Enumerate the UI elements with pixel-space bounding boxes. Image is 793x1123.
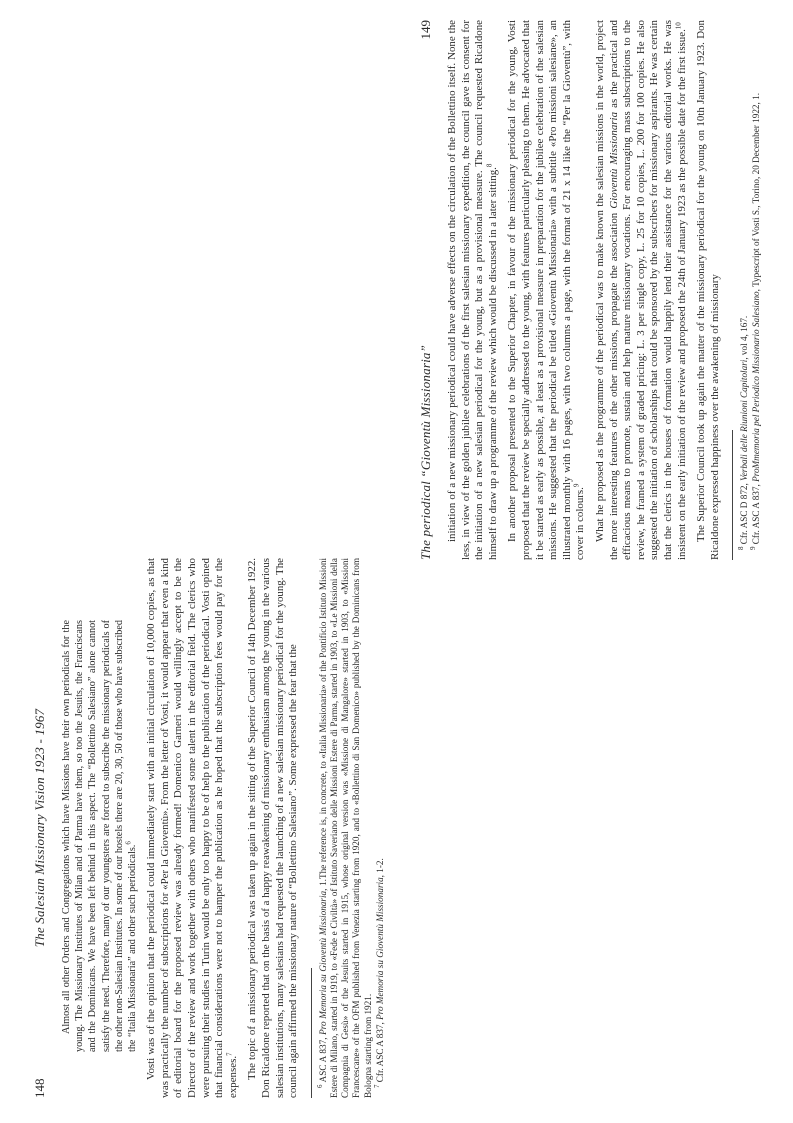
paragraph: Vosti was of the opinion that the periodical could immediately start with an initial circulation of 10,000 copies, as that was practically the number of subscriptions for «Per la Gioventù». From the letter of Vosti, it would appear that even a kind of editorial board for the proposed review was already formed! Domenico Garneri would willingly accept to be the Director of the review and work together with others who manifested some talent in the editorial field. The clerics who were pursuing their studies in Turin would be only too happy to be of help to the publication of the periodical. Vosti opined that financial considerations were not to hamper the publication as he hoped that the subscription fees would pay for the expenses.$^7$ <box>145 558 239 1098</box>
paragraph: initiation of a new missionary periodical could have adverse effects on the circulation of the Bollettino itself. None the less, in view of the golden jubilee celebrations of the first salesian missionary expedition, the council gave its consent for the initiation of a new salesian periodical for the young, but as a provisional measure. The council requested Ricaldone himself to draw up a programme of the review which would be discussed in a later sitting.$^8$ <box>446 20 499 560</box>
footnote-ref-9: 9 <box>572 483 581 488</box>
right-running-head <box>418 20 436 560</box>
page-number-left: 148 <box>32 1078 47 1098</box>
paragraph: In another proposal presented to the Superior Chapter, in favour of the missionary periodical for the young, Vosti proposed that the review be specially addressed to the young, with features particularly pleasing to them. He advocated that it be started as early as possible, at least as a provisional measure in preparation for the jubilee celebration of the salesian missions. He suggested that the periodical be titled «Gioventù Missionaria» with a subtitle «Pro missioni salesiane», an illustrated monthly with 16 pages, with two columns a page, with the format of 21 x 14 like the “Per la Gioventù”, with cover in colours.$^9$ <box>506 20 587 560</box>
right-page <box>418 20 776 560</box>
footnote-ref-8: 8 <box>485 163 494 168</box>
footnote-7: $^7$ Cfr. ASC A 837, Pro Memoria su Gioventù Missionaria, 1-2. <box>372 858 385 1088</box>
right-footnotes <box>739 20 762 560</box>
footnote-divider <box>732 430 733 560</box>
left-running-head <box>32 558 50 1098</box>
footnote-ref-10: 10 <box>673 22 682 30</box>
footnote-divider <box>311 968 312 1098</box>
paragraph: What he proposed as the programme of the periodical was to make known the salesian missions in the world, project the more interesting features of the other missions, propagate the association Gioventù Missionaria as the practical and efficacious means to promote, sustain and help mature missionary vocations. For encouraging mass subscriptions to the review, he framed a system of graded pricing: L. 3 per single copy, L. 25 for 10 copies, L. 200 for 100 copies. He also suggested the initiation of scholarships that could be sponsored by the subscribers for missionary aspirants. He was certain that the clerics in the houses of formation would happily lend their assistance for the various editorial works. He was insistent on the early initiation of the review and proposed the 24th of January 1923 as the possible date for the first issue.$^{10}$ <box>593 20 688 560</box>
paragraph: The Superior Council took up again the matter of the missionary periodical for the young on 10th January 1923. Don Ricaldone expressed happiness over the awakening of missionary <box>695 20 721 560</box>
block-quote: Almost all other Orders and Congregations which have Missions have their own periodicals for the young. The Missionary Institutes of Milan and of Parma have them, so too the Jesuits, the Franciscans and the Dominicans. We have been left behind in this aspect. The “Bollettino Salesiano” alone cannot satisfy the need. Therefore, many of our youngsters are forced to subscribe the missionary periodicals of the other non-Salesian Institutes. In some of our hostels there are 20, 30, 50 of those who have subscribed the “Italia Missionaria” and other such periodicals.$^6$ <box>61 620 139 1052</box>
running-title-right: The periodical “Gioventù Missionaria” <box>418 344 433 560</box>
left-footnotes <box>315 557 386 1098</box>
running-title-left: The Salesian Missionary Vision 1923 - 1967 <box>32 708 47 948</box>
paragraph: The topic of a missionary periodical was taken up again in the sitting of the Superior Council of 14th December 1922. Don Ricaldone reported that on the basis of a happy reawakening of missionary enthusiasm among the young in the various salesian institutions, many salesians had requested the launching of a new salesian missionary periodical for the young. The council again affirmed the missionary nature of “Bollettino Salesiano”. Some expressed the fear that the <box>246 558 300 1098</box>
page-number-right: 149 <box>418 20 433 40</box>
footnote-9: $^9$ Cfr. ASC A 837, ProMmemoria pel Periodico Missionario Salesiano, Typescript of Vosti S., Torino, 20 December 1922, 1. <box>749 93 762 550</box>
italic-title: Gioventù Missionaria <box>607 111 620 209</box>
footnote-ref-6: 6 <box>124 841 133 845</box>
right-body <box>446 20 722 560</box>
left-page <box>32 558 390 1098</box>
footnote-8: $^8$ Cfr. ASC D 872, Verbali delle Riunioni Capitolari, vol 4, 167. <box>737 315 750 550</box>
footnote-6: $^6$ ASC A 837, Pro Memoria su Gioventù Missionaria, 1.The reference is, in concrete, to «Italia Missionaria» of the Pontificio Istituto Missioni Estere di Milano, started in 1919, to «Fede e Civiltà» of Istituto Saveriano delle Missioni Estere di Parma, started in 1903, to «Le Missioni della Compagnia di Gesù» of the Jesuits started in 1915, whose original version was «Missione di Mangalore» started in 1903, to «Missioni Francescane» of the OFM published from Venezia starting from 1920, and to «Bollettino di San Domenico» published by the Dominicans from Bologna starting from 1921. <box>315 557 373 1098</box>
footnote-ref-7: 7 <box>225 1052 234 1056</box>
left-body <box>60 558 301 1098</box>
